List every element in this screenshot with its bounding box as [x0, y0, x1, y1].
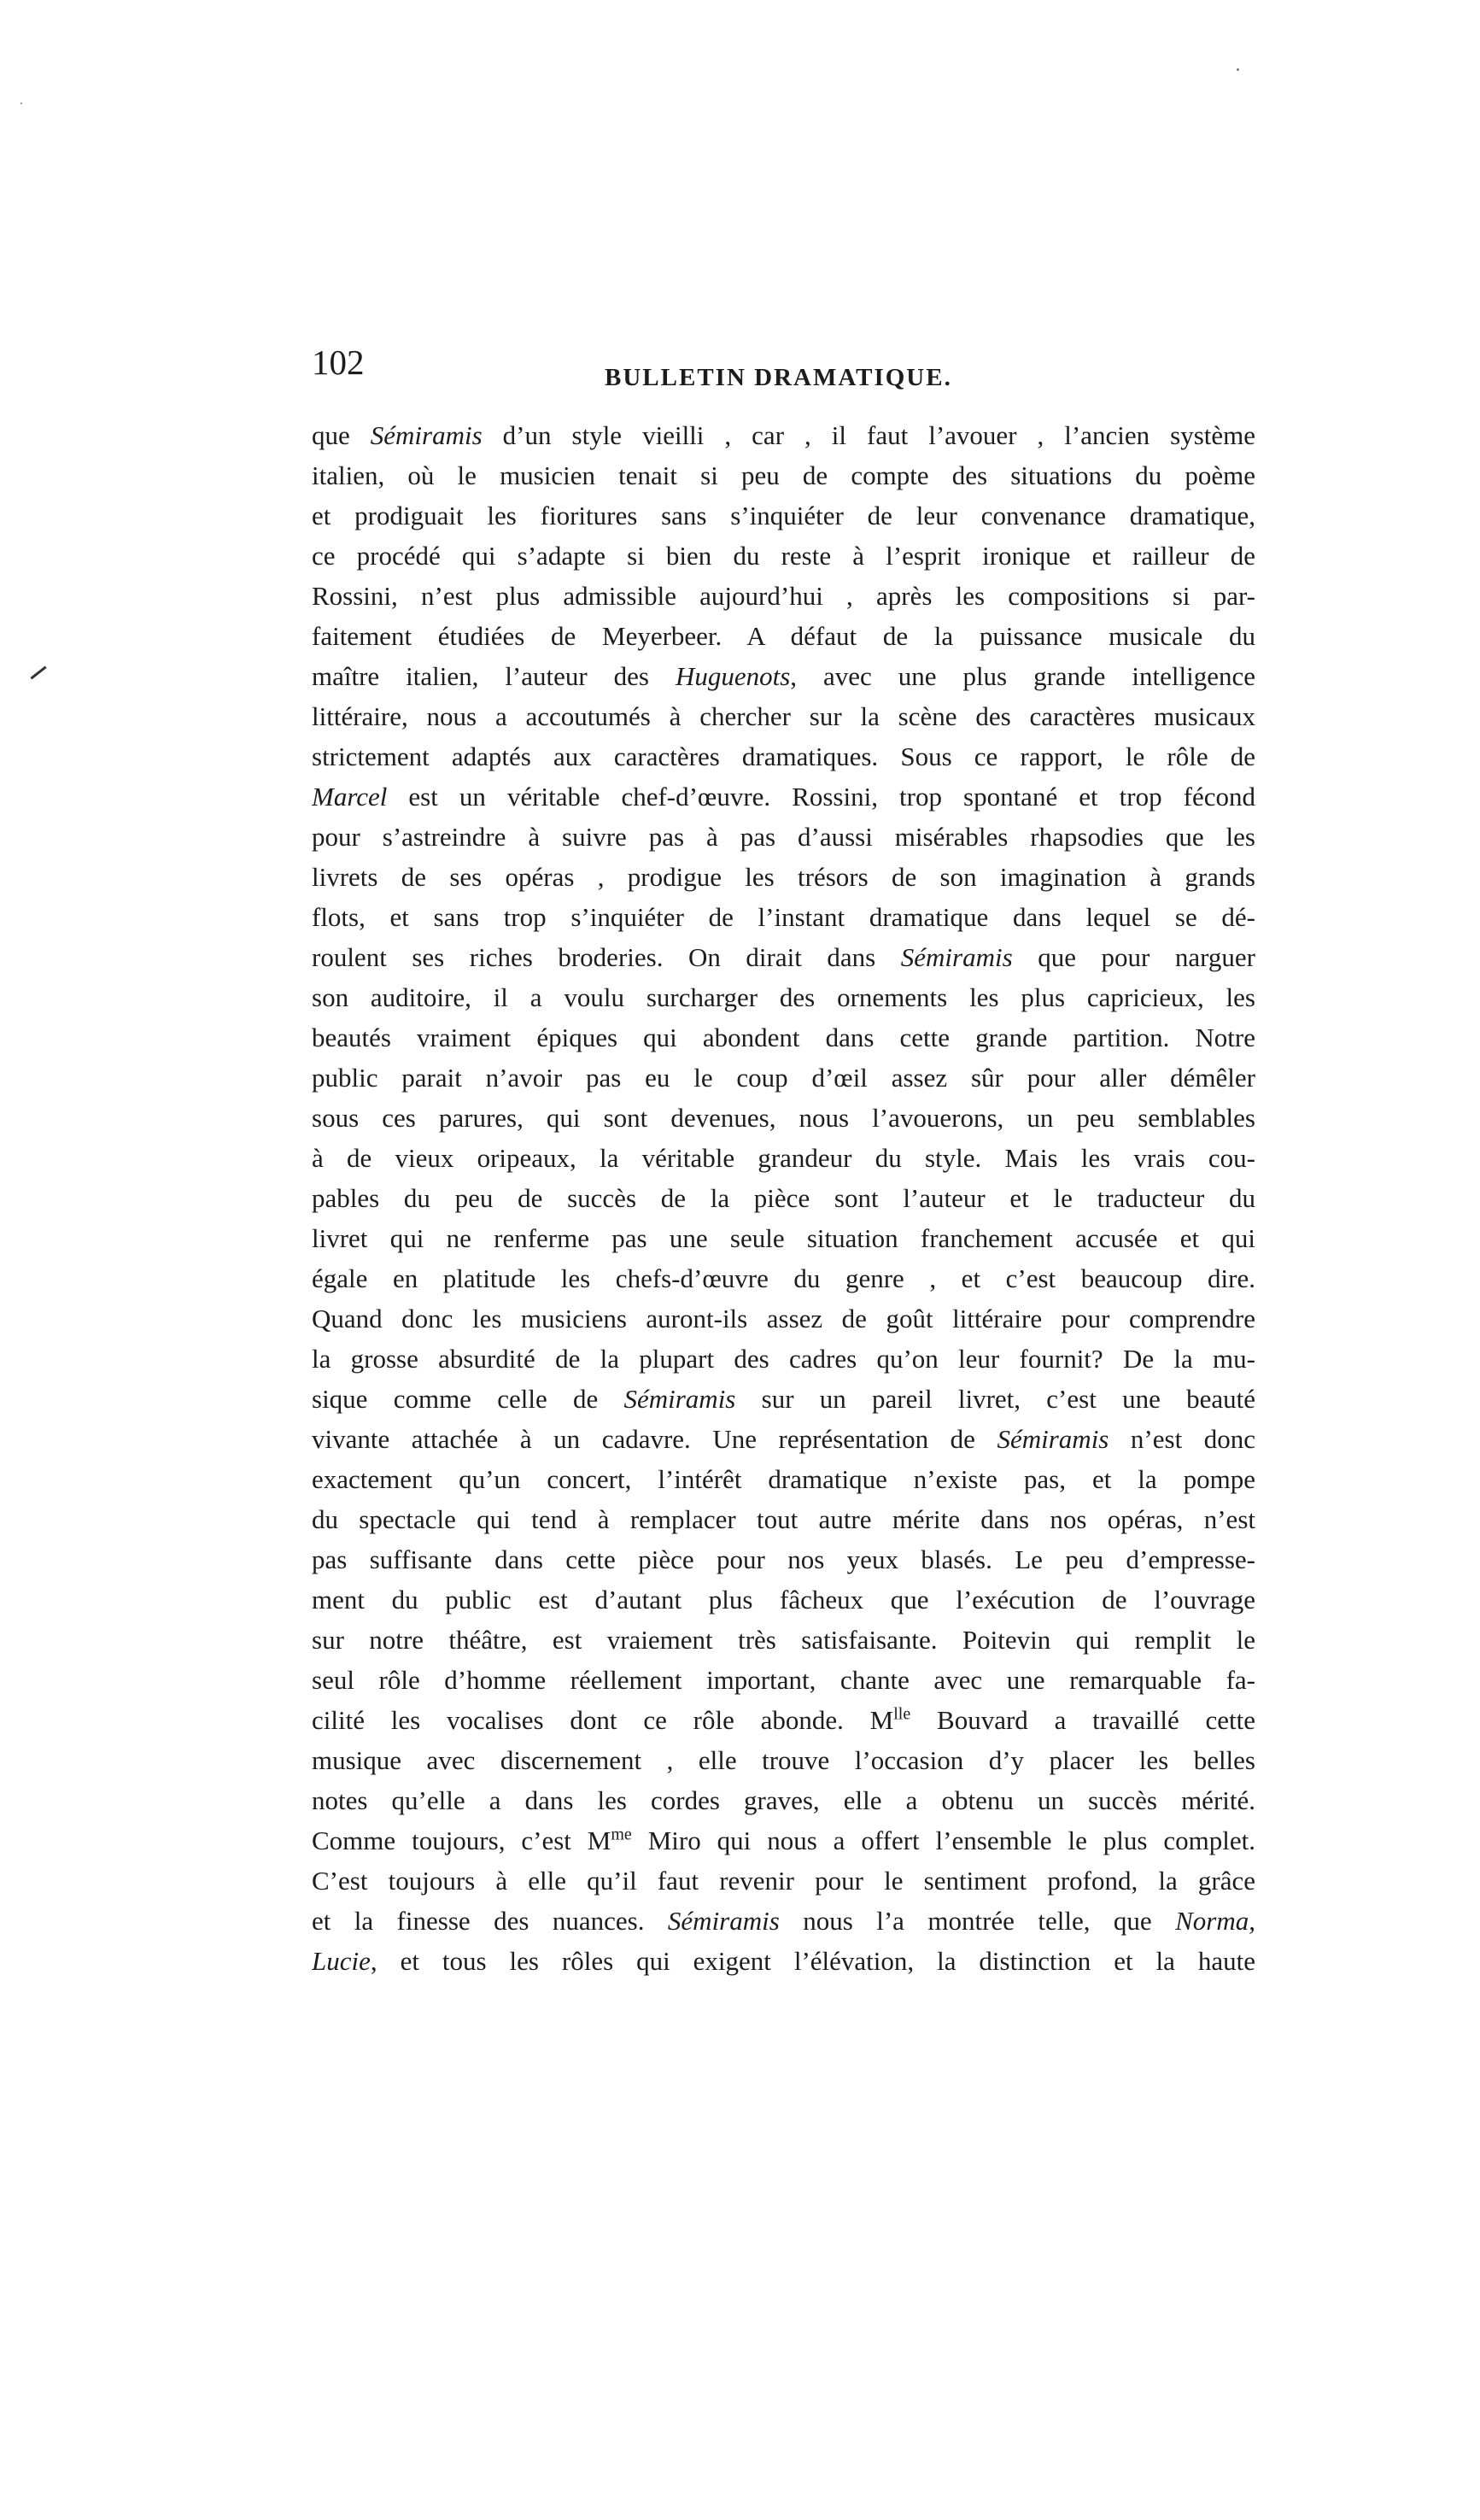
italic-title: Sémiramis: [997, 1424, 1109, 1454]
text-line: [312, 656, 1255, 696]
text-segment: cilité les vocalises dont ce rôle abonde. M: [312, 1705, 894, 1735]
text-line: [312, 495, 1255, 536]
text-segment: strictement adaptés aux caractères dramatiques. Sous ce rapport, le rôle de: [312, 741, 1255, 771]
text-line: [312, 1098, 1255, 1138]
italic-title: Marcel: [312, 782, 388, 812]
text-line: [312, 1861, 1255, 1901]
text-line: [312, 1499, 1255, 1539]
superscript: me: [611, 1825, 632, 1844]
running-title: BULLETIN DRAMATIQUE.: [605, 364, 952, 391]
text-line: [312, 1700, 1255, 1740]
italic-title: Sémiramis: [623, 1384, 736, 1414]
text-segment: et la finesse des nuances.: [312, 1906, 668, 1936]
italic-title: Norma,: [1175, 1906, 1255, 1936]
text-segment: pour s’astreindre à suivre pas à pas d’aussi misérables rhapsodies que les: [312, 822, 1255, 852]
text-line: [312, 1058, 1255, 1098]
text-line: [312, 857, 1255, 897]
text-segment: Quand donc les musiciens auront-ils assez de goût littéraire pour comprendre: [312, 1304, 1255, 1333]
italic-title: Lucie: [312, 1946, 371, 1976]
text-segment: pables du peu de succès de la pièce sont l’auteur et le traducteur du: [312, 1183, 1255, 1213]
text-segment: Rossini, n’est plus admissible aujourd’hui , après les compositions si par-: [312, 581, 1255, 611]
text-line: [312, 1901, 1255, 1941]
text-segment: Miro qui nous a offert l’ensemble le plus complet.: [631, 1826, 1255, 1855]
text-segment: , avec une plus grande intelligence: [790, 661, 1255, 691]
italic-title: Sémiramis: [900, 942, 1013, 972]
text-segment: italien, où le musicien tenait si peu de compte des situations du poème: [312, 460, 1255, 490]
text-segment: littéraire, nous a accoutumés à chercher sur la scène des caractères musicaux: [312, 701, 1255, 731]
text-segment: maître italien, l’auteur des: [312, 661, 676, 691]
text-line: [312, 576, 1255, 616]
text-line: [312, 777, 1255, 817]
text-line: [312, 817, 1255, 857]
text-segment: pas suffisante dans cette pièce pour nos yeux blasés. Le peu d’empresse-: [312, 1544, 1255, 1574]
text-line: [312, 937, 1255, 977]
text-segment: ment du public est d’autant plus fâcheux que l’exécution de l’ouvrage: [312, 1585, 1255, 1615]
text-segment: la grosse absurdité de la plupart des cadres qu’on leur fournit? De la mu-: [312, 1344, 1255, 1374]
text-line: [312, 415, 1255, 455]
paper-speck: [20, 103, 22, 104]
text-segment: livrets de ses opéras , prodigue les trésors de son imagination à grands: [312, 862, 1255, 892]
text-line: [312, 536, 1255, 576]
text-line: [312, 1339, 1255, 1379]
text-segment: que pour narguer: [1012, 942, 1255, 972]
text-line: [312, 1017, 1255, 1058]
text-segment: faitement étudiées de Meyerbeer. A défaut de la puissance musicale du: [312, 621, 1255, 651]
text-segment: sous ces parures, qui sont devenues, nous l’avouerons, un peu semblables: [312, 1103, 1255, 1133]
text-line: [312, 1820, 1255, 1861]
text-segment: que: [312, 420, 371, 450]
text-line: [312, 696, 1255, 736]
text-segment: est un véritable chef-d’œuvre. Rossini, trop spontané et trop fécond: [387, 782, 1255, 812]
text-segment: exactement qu’un concert, l’intérêt dramatique n’existe pas, et la pompe: [312, 1464, 1255, 1494]
text-segment: son auditoire, il a voulu surcharger des ornements les plus capricieux, les: [312, 982, 1255, 1012]
text-line: [312, 1660, 1255, 1700]
text-line: [312, 736, 1255, 777]
text-segment: flots, et sans trop s’inquiéter de l’instant dramatique dans lequel se dé-: [312, 902, 1255, 932]
text-segment: , et tous les rôles qui exigent l’élévation, la distinction et la haute: [370, 1946, 1255, 1976]
text-line: [312, 1740, 1255, 1780]
text-line: [312, 1258, 1255, 1298]
text-segment: nous l’a montrée telle, que: [779, 1906, 1176, 1936]
text-segment: sur un pareil livret, c’est une beauté: [735, 1384, 1255, 1414]
text-line: [312, 897, 1255, 937]
paper-speck: [1237, 68, 1239, 71]
text-line: [312, 977, 1255, 1017]
text-segment: ce procédé qui s’adapte si bien du reste à l’esprit ironique et railleur de: [312, 541, 1255, 571]
text-segment: livret qui ne renferme pas une seule situation franchement accusée et qui: [312, 1223, 1255, 1253]
text-segment: sique comme celle de: [312, 1384, 624, 1414]
text-segment: C’est toujours à elle qu’il faut revenir pour le sentiment profond, la grâce: [312, 1866, 1255, 1896]
page-number: 102: [312, 343, 365, 382]
text-segment: public parait n’avoir pas eu le coup d’œil assez sûr pour aller démêler: [312, 1063, 1255, 1093]
italic-title: Sémiramis: [370, 420, 483, 450]
text-segment: notes qu’elle a dans les cordes graves, elle a obtenu un succès mérité.: [312, 1785, 1255, 1815]
text-line: [312, 1138, 1255, 1178]
text-segment: d’un style vieilli , car , il faut l’avouer , l’ancien système: [482, 420, 1255, 450]
text-line: [312, 1419, 1255, 1459]
text-segment: roulent ses riches broderies. On dirait dans: [312, 942, 901, 972]
text-line: [312, 1459, 1255, 1499]
text-segment: beautés vraiment épiques qui abondent dans cette grande partition. Notre: [312, 1023, 1255, 1052]
article-body: [312, 415, 1255, 1981]
text-segment: du spectacle qui tend à remplacer tout autre mérite dans nos opéras, n’est: [312, 1504, 1255, 1534]
text-line: [312, 1178, 1255, 1218]
italic-title: Huguenots: [675, 661, 791, 691]
text-segment: Comme toujours, c’est M: [312, 1826, 611, 1855]
text-segment: vivante attachée à un cadavre. Une représentation de: [312, 1424, 997, 1454]
text-line: [312, 616, 1255, 656]
text-line: [312, 1539, 1255, 1579]
text-segment: et prodiguait les fioritures sans s’inquiéter de leur convenance dramatique,: [312, 501, 1255, 530]
text-line: [312, 1620, 1255, 1660]
margin-pencil-mark: [30, 666, 46, 680]
text-segment: sur notre théâtre, est vraiement très satisfaisante. Poitevin qui remplit le: [312, 1625, 1255, 1655]
text-segment: égale en platitude les chefs-d’œuvre du genre , et c’est beaucoup dire.: [312, 1263, 1255, 1293]
text-line: [312, 1579, 1255, 1620]
text-line: [312, 1941, 1255, 1981]
text-line: [312, 1780, 1255, 1820]
text-segment: n’est donc: [1109, 1424, 1255, 1454]
text-segment: seul rôle d’homme réellement important, chante avec une remarquable fa-: [312, 1665, 1255, 1695]
text-line: [312, 455, 1255, 495]
text-segment: à de vieux oripeaux, la véritable grandeur du style. Mais les vrais cou-: [312, 1143, 1255, 1173]
italic-title: Sémiramis: [667, 1906, 780, 1936]
text-segment: Bouvard a travaillé cette: [910, 1705, 1255, 1735]
superscript: lle: [893, 1704, 911, 1724]
text-line: [312, 1298, 1255, 1339]
text-line: [312, 1379, 1255, 1419]
text-line: [312, 1218, 1255, 1258]
text-segment: musique avec discernement , elle trouve l’occasion d’y placer les belles: [312, 1745, 1255, 1775]
